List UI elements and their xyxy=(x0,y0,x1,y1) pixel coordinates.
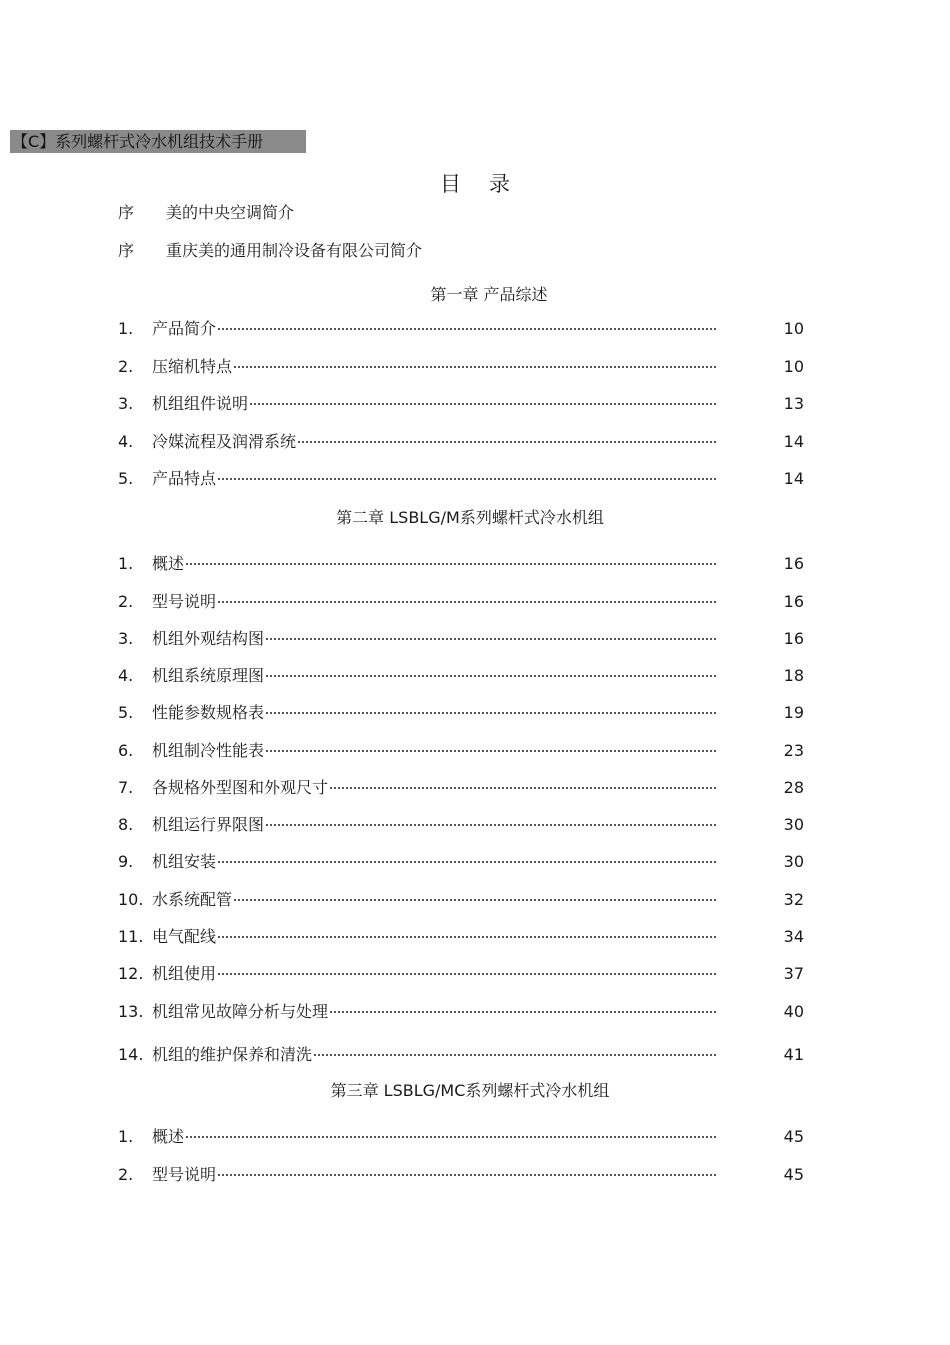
leader-dots xyxy=(234,365,716,368)
entry-number: 13. xyxy=(118,1002,144,1021)
entry-number: 1. xyxy=(118,319,134,338)
toc-entry[interactable] xyxy=(118,429,804,451)
entry-page: 30 xyxy=(783,815,804,834)
entry-page: 13 xyxy=(783,394,804,413)
leader-dots xyxy=(218,972,716,975)
entry-label: 冷媒流程及润滑系统 xyxy=(152,432,297,451)
entry-label: 水系统配管 xyxy=(152,890,233,909)
toc-entry[interactable] xyxy=(118,1042,804,1064)
entry-page: 45 xyxy=(783,1127,804,1146)
toc-entry[interactable] xyxy=(118,999,804,1021)
entry-page: 30 xyxy=(783,852,804,871)
leader-dots xyxy=(266,749,716,752)
entry-number: 1. xyxy=(118,554,134,573)
entry-label: 产品简介 xyxy=(152,319,217,338)
entry-page: 40 xyxy=(783,1002,804,1021)
toc-entry[interactable] xyxy=(118,354,804,376)
toc-entry[interactable] xyxy=(118,551,804,573)
entry-label: 压缩机特点 xyxy=(152,357,233,376)
preface-text: 重庆美的通用制冷设备有限公司简介 xyxy=(166,241,423,260)
entry-number: 3. xyxy=(118,394,134,413)
leader-dots xyxy=(266,823,716,826)
toc-entry[interactable] xyxy=(118,775,804,797)
entry-label: 性能参数规格表 xyxy=(152,703,265,722)
entry-page: 16 xyxy=(783,592,804,611)
toc-entry[interactable] xyxy=(118,738,804,760)
entry-label: 机组使用 xyxy=(152,964,217,983)
entry-number: 2. xyxy=(118,1165,134,1184)
entry-label: 机组的维护保养和清洗 xyxy=(152,1045,313,1064)
entry-label: 型号说明 xyxy=(152,1165,217,1184)
entry-number: 12. xyxy=(118,964,144,983)
leader-dots xyxy=(266,674,716,677)
entry-number: 2. xyxy=(118,357,134,376)
entry-number: 4. xyxy=(118,666,134,685)
entry-number: 5. xyxy=(118,703,134,722)
leader-dots xyxy=(314,1053,716,1056)
preface-item xyxy=(118,200,294,223)
entry-page: 14 xyxy=(783,432,804,451)
entry-page: 14 xyxy=(783,469,804,488)
entry-page: 18 xyxy=(783,666,804,685)
entry-number: 10. xyxy=(118,890,144,909)
toc-entry[interactable] xyxy=(118,466,804,488)
chapter-heading: 第三章 LSBLG/MC系列螺杆式冷水机组 xyxy=(330,1081,610,1100)
entry-page: 16 xyxy=(783,629,804,648)
entry-label: 概述 xyxy=(152,1127,185,1146)
entry-page: 37 xyxy=(783,964,804,983)
entry-label: 电气配线 xyxy=(152,927,217,946)
preface-item xyxy=(118,238,422,261)
entry-page: 28 xyxy=(783,778,804,797)
toc-entry[interactable] xyxy=(118,924,804,946)
leader-dots xyxy=(266,711,716,714)
entry-page: 19 xyxy=(783,703,804,722)
leader-dots xyxy=(234,898,716,901)
toc-title: 目录 xyxy=(440,172,538,196)
toc-entry[interactable] xyxy=(118,849,804,871)
chapter-heading: 第一章 产品综述 xyxy=(430,285,548,304)
entry-label: 机组制冷性能表 xyxy=(152,741,265,760)
entry-number: 7. xyxy=(118,778,134,797)
entry-label: 机组安装 xyxy=(152,852,217,871)
entry-page: 34 xyxy=(783,927,804,946)
entry-number: 9. xyxy=(118,852,134,871)
leader-dots xyxy=(186,562,716,565)
entry-number: 14. xyxy=(118,1045,144,1064)
preface-mark: 序 xyxy=(118,203,135,222)
leader-dots xyxy=(218,935,716,938)
entry-number: 1. xyxy=(118,1127,134,1146)
toc-entry[interactable] xyxy=(118,589,804,611)
toc-entry[interactable] xyxy=(118,700,804,722)
toc-entry[interactable] xyxy=(118,316,804,338)
toc-entry[interactable] xyxy=(118,961,804,983)
leader-dots xyxy=(330,786,716,789)
entry-number: 6. xyxy=(118,741,134,760)
leader-dots xyxy=(186,1135,716,1138)
entry-label: 机组运行界限图 xyxy=(152,815,265,834)
entry-label: 产品特点 xyxy=(152,469,217,488)
preface-text: 美的中央空调简介 xyxy=(166,203,295,222)
entry-page: 45 xyxy=(783,1165,804,1184)
manual-header-band: 【C】系列螺杆式冷水机组技术手册 xyxy=(10,130,306,153)
entry-page: 23 xyxy=(783,741,804,760)
chapter-heading: 第二章 LSBLG/M系列螺杆式冷水机组 xyxy=(336,508,604,527)
entry-page: 41 xyxy=(783,1045,804,1064)
toc-entry[interactable] xyxy=(118,812,804,834)
leader-dots xyxy=(266,637,716,640)
leader-dots xyxy=(218,327,716,330)
entry-page: 32 xyxy=(783,890,804,909)
entry-page: 10 xyxy=(783,357,804,376)
leader-dots xyxy=(330,1010,716,1013)
entry-label: 机组常见故障分析与处理 xyxy=(152,1002,329,1021)
entry-label: 型号说明 xyxy=(152,592,217,611)
toc-entry[interactable] xyxy=(118,1162,804,1184)
entry-label: 概述 xyxy=(152,554,185,573)
leader-dots xyxy=(250,402,716,405)
entry-number: 8. xyxy=(118,815,134,834)
toc-entry[interactable] xyxy=(118,1124,804,1146)
toc-entry[interactable] xyxy=(118,663,804,685)
entry-label: 各规格外型图和外观尺寸 xyxy=(152,778,329,797)
entry-number: 11. xyxy=(118,927,144,946)
toc-entry[interactable] xyxy=(118,626,804,648)
toc-entry[interactable] xyxy=(118,391,804,413)
entry-label: 机组外观结构图 xyxy=(152,629,265,648)
preface-mark: 序 xyxy=(118,241,135,260)
leader-dots xyxy=(218,860,716,863)
entry-number: 4. xyxy=(118,432,134,451)
entry-number: 2. xyxy=(118,592,134,611)
leader-dots xyxy=(218,600,716,603)
entry-number: 3. xyxy=(118,629,134,648)
entry-page: 16 xyxy=(783,554,804,573)
leader-dots xyxy=(298,440,716,443)
toc-entry[interactable] xyxy=(118,887,804,909)
leader-dots xyxy=(218,477,716,480)
entry-number: 5. xyxy=(118,469,134,488)
entry-label: 机组系统原理图 xyxy=(152,666,265,685)
leader-dots xyxy=(218,1173,716,1176)
entry-page: 10 xyxy=(783,319,804,338)
entry-label: 机组组件说明 xyxy=(152,394,249,413)
